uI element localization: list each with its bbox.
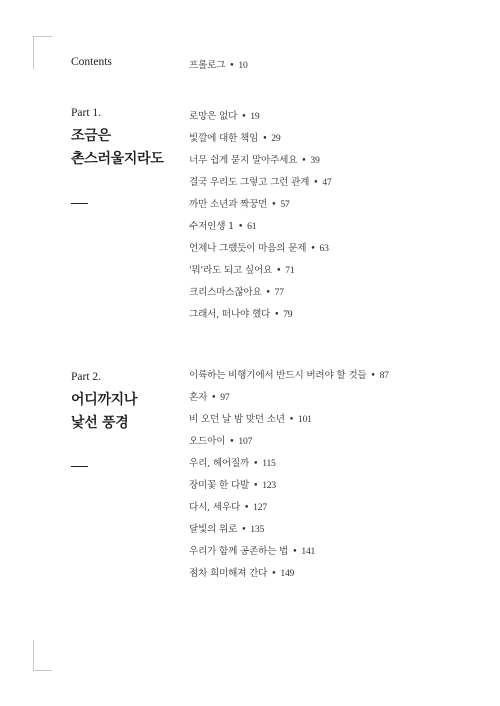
toc-entry-title: 우리, 헤어질까 — [189, 458, 250, 469]
corner-mark-bottom-left — [33, 640, 52, 671]
bullet-separator: • — [241, 525, 247, 535]
bullet-separator: • — [229, 61, 235, 71]
toc-entry-title: 언제나 그랬듯이 마음의 문제 — [189, 243, 307, 254]
toc-entry-title: 비 오던 날 밤 맞던 소년 — [189, 414, 285, 425]
toc-entry-page: 61 — [247, 221, 257, 232]
toc-entry[interactable] — [189, 240, 329, 254]
toc-entry[interactable] — [189, 306, 292, 320]
toc-entry-title: 다시, 세우다 — [189, 502, 241, 513]
toc-entry[interactable] — [189, 433, 252, 447]
part-label: Part 1. — [71, 107, 102, 119]
bullet-separator: • — [310, 244, 316, 254]
toc-entry-page: 115 — [262, 458, 276, 469]
toc-entry-title: 크리스마스잖아요 — [189, 287, 262, 298]
toc-entry-page: 135 — [250, 524, 265, 535]
bullet-separator: • — [288, 415, 294, 425]
bullet-separator: • — [253, 481, 259, 491]
toc-entry-page: 29 — [271, 133, 281, 144]
toc-entry[interactable] — [189, 174, 332, 188]
toc-entry[interactable] — [189, 218, 256, 232]
toc-entry-title: 점차 희미해져 간다 — [189, 568, 268, 579]
part-title-line2: 촌스러울지라도 — [71, 151, 164, 167]
toc-entry[interactable] — [189, 521, 264, 535]
toc-entry-title: 혼자 — [189, 392, 208, 403]
part-label: Part 2. — [71, 371, 102, 383]
toc-entry[interactable] — [189, 262, 294, 276]
toc-entry-page: 63 — [319, 243, 329, 254]
toc-entry-title: 로망은 없다 — [189, 111, 238, 122]
toc-entry-title: 까만 소년과 짝꿍먼 — [189, 199, 268, 210]
corner-mark-top-left — [33, 36, 52, 69]
toc-entry-title: 빛깔에 대한 책임 — [189, 133, 259, 144]
toc-entry[interactable] — [189, 543, 315, 557]
toc-entry-title: 달빛의 위로 — [189, 524, 238, 535]
toc-entry-page: 101 — [297, 414, 312, 425]
bullet-separator: • — [262, 134, 268, 144]
toc-entry[interactable] — [189, 477, 276, 491]
part-divider-rule — [71, 466, 88, 467]
contents-heading: Contents — [71, 56, 112, 68]
bullet-separator: • — [274, 310, 280, 320]
toc-entry[interactable] — [189, 367, 389, 381]
bullet-separator: • — [292, 547, 298, 557]
part-divider-rule — [71, 203, 88, 204]
toc-entry[interactable] — [189, 455, 276, 469]
toc-entry-prologue[interactable] — [189, 57, 248, 71]
toc-entry-page: 79 — [283, 309, 293, 320]
toc-entry-page: 107 — [238, 436, 253, 447]
toc-entry-page: 141 — [301, 546, 316, 557]
toc-entry-title: 장미꽃 한 다발 — [189, 480, 250, 491]
toc-entry-title: 프롤로그 — [189, 60, 226, 71]
bullet-separator: • — [265, 288, 271, 298]
toc-entry-title: 오드아이 — [189, 436, 226, 447]
toc-entry[interactable] — [189, 499, 267, 513]
toc-entry-page: 19 — [250, 111, 260, 122]
part-title-line1: 조금은 — [71, 128, 111, 144]
bullet-separator: • — [229, 437, 235, 447]
toc-entry[interactable] — [189, 152, 320, 166]
toc-entry-page: 71 — [285, 265, 295, 276]
bullet-separator: • — [313, 178, 319, 188]
toc-entry-page: 47 — [322, 177, 332, 188]
toc-entry-title: 너무 쉽게 묻지 말아주세요 — [189, 155, 298, 166]
toc-entry-title: 수저인생 1 — [189, 221, 235, 232]
toc-entry[interactable] — [189, 196, 290, 210]
bullet-separator: • — [276, 266, 282, 276]
toc-entry[interactable] — [189, 565, 294, 579]
bullet-separator: • — [238, 222, 244, 232]
toc-entry-page: 87 — [379, 370, 389, 381]
toc-entry-title: 결국 우리도 그렇고 그런 관계 — [189, 177, 310, 188]
bullet-separator: • — [301, 156, 307, 166]
toc-entry[interactable] — [189, 130, 281, 144]
toc-entry-title: 그래서, 떠나야 했다 — [189, 309, 271, 320]
bullet-separator: • — [241, 112, 247, 122]
toc-entry-page: 39 — [310, 155, 320, 166]
part-title-line1: 어디까지나 — [71, 392, 138, 408]
toc-entry[interactable] — [189, 411, 312, 425]
bullet-separator: • — [370, 371, 376, 381]
bullet-separator: • — [271, 569, 277, 579]
toc-entry-page: 123 — [262, 480, 277, 491]
toc-entry-page: 10 — [238, 60, 248, 71]
part-title-line2: 낯선 풍경 — [71, 415, 129, 431]
toc-entry[interactable] — [189, 284, 284, 298]
toc-entry-page: 127 — [253, 502, 267, 513]
toc-entry-title: '뭐'라도 되고 싶어요 — [189, 265, 273, 276]
toc-entry-page: 57 — [280, 199, 290, 210]
toc-entry-page: 149 — [280, 568, 295, 579]
toc-entry-title: 우리가 함께 공존하는 법 — [189, 546, 289, 557]
bullet-separator: • — [271, 200, 277, 210]
toc-entry-page: 97 — [220, 392, 230, 403]
toc-entry-page: 77 — [274, 287, 284, 298]
bullet-separator: • — [244, 503, 250, 513]
bullet-separator: • — [253, 459, 259, 469]
toc-entry[interactable] — [189, 108, 260, 122]
bullet-separator: • — [211, 393, 217, 403]
toc-entry[interactable] — [189, 389, 229, 403]
toc-entry-title: 이륙하는 비행기에서 반드시 버려야 할 것들 — [189, 370, 367, 381]
